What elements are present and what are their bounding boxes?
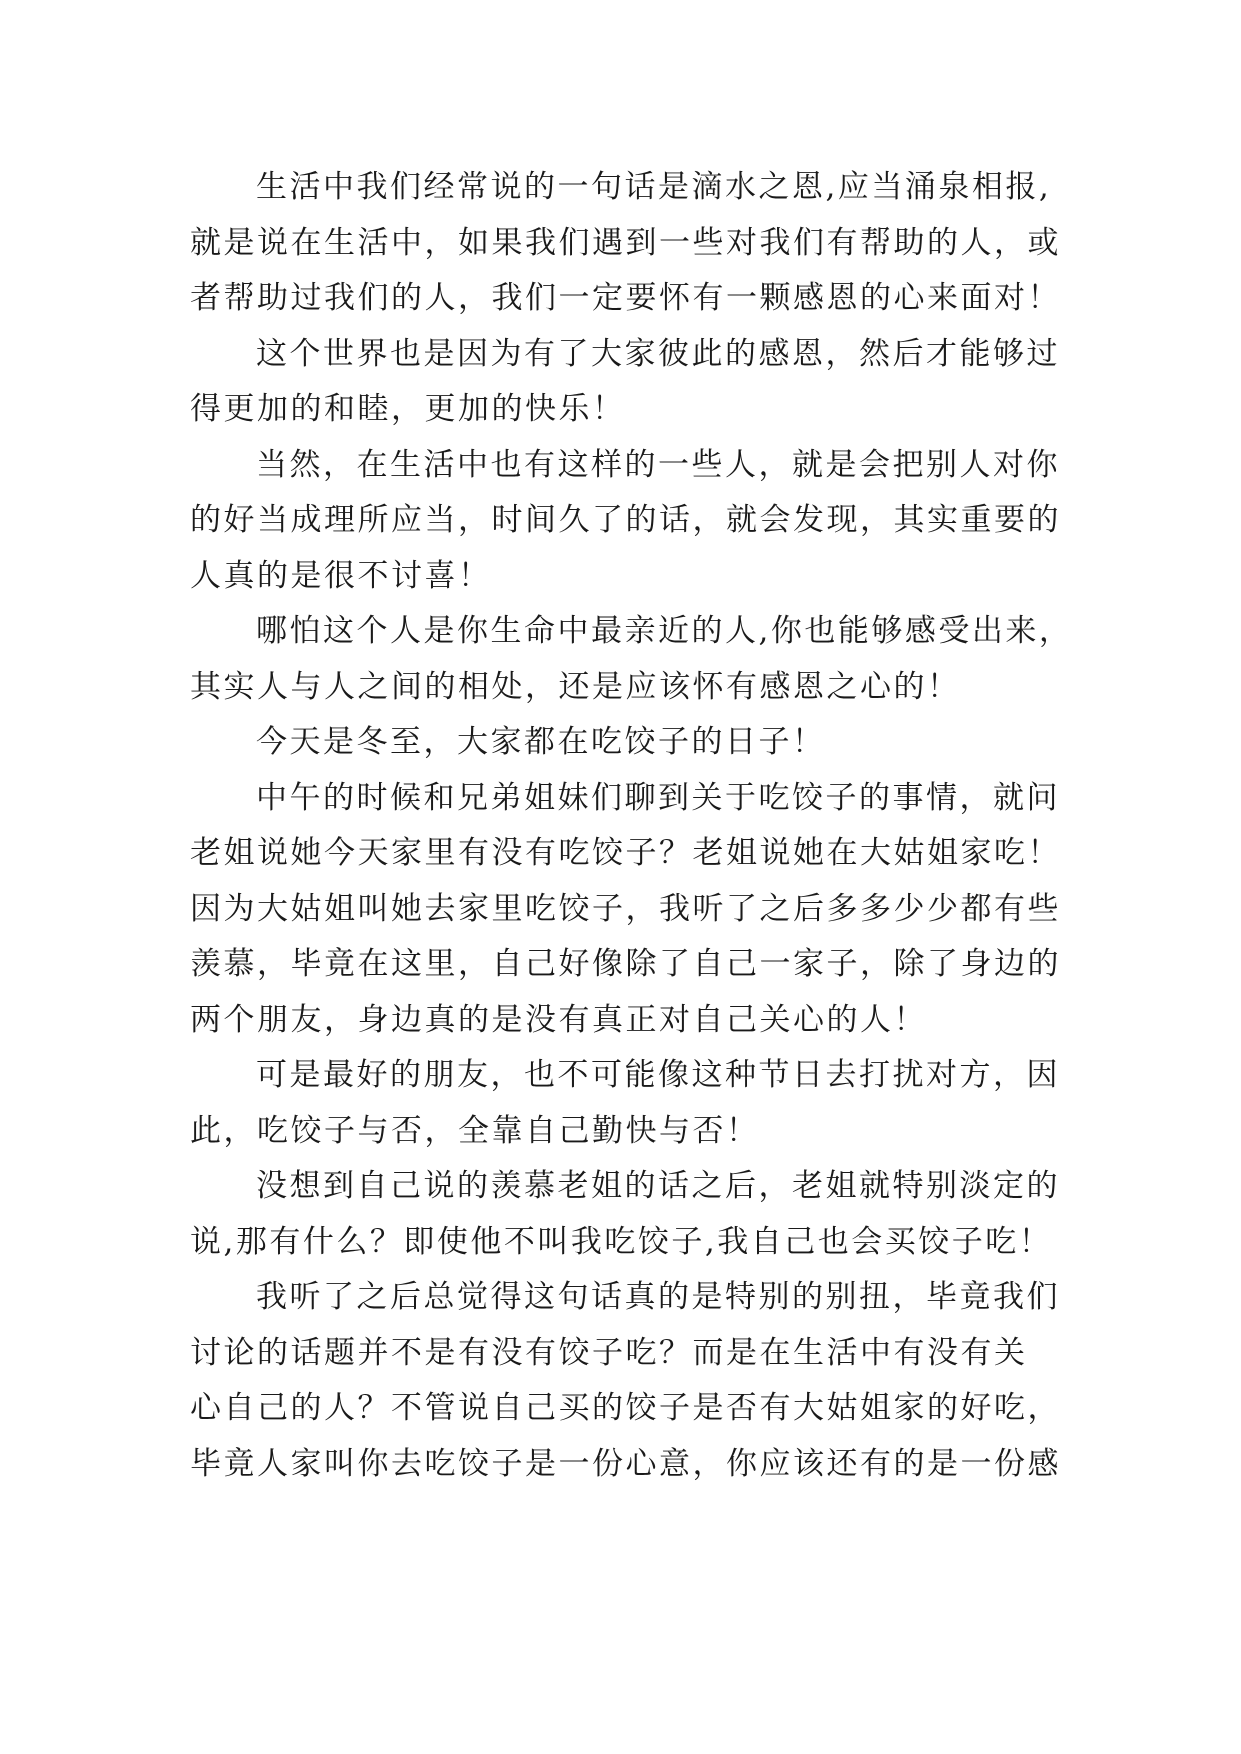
- text-line: 得更加的和睦，更加的快乐！: [190, 391, 626, 427]
- text-line: 其实人与人之间的相处，还是应该怀有感恩之心的！: [190, 668, 961, 705]
- text-line: 老姐说她今天家里有没有吃饺子？老姐说她在大姑姐家吃！: [190, 835, 1061, 871]
- text-line: 这个世界也是因为有了大家彼此的感恩，然后才能够过: [256, 335, 1060, 372]
- document-body: [190, 160, 1080, 1492]
- text-line: 哪怕这个人是你生命中最亲近的人,你也能够感受出来，: [256, 613, 1073, 649]
- text-line: 中午的时候和兄弟姐妹们聊到关于吃饺子的事情，就问: [256, 779, 1060, 816]
- text-line: 人真的是很不讨喜！: [190, 557, 492, 594]
- text-line: 生活中我们经常说的一句话是滴水之恩,应当涌泉相报,: [256, 169, 1052, 205]
- text-line: 者帮助过我们的人，我们一定要怀有一颗感恩的心来面对！: [190, 280, 1061, 316]
- text-line: 当然，在生活中也有这样的一些人，就是会把别人对你: [256, 446, 1060, 483]
- text-line: 的好当成理所应当，时间久了的话，就会发现，其实重要的: [190, 502, 1061, 538]
- text-line: 两个朋友，身边真的是没有真正对自己关心的人！: [190, 1001, 927, 1038]
- text-line: 羡慕，毕竟在这里，自己好像除了自己一家子，除了身边的: [190, 946, 1061, 982]
- text-line: 没想到自己说的羡慕老姐的话之后，老姐就特别淡定的: [256, 1168, 1060, 1204]
- text-line: 心自己的人？不管说自己买的饺子是否有大姑姐家的好吃，: [190, 1390, 1061, 1426]
- text-line: 讨论的话题并不是有没有饺子吃？而是在生活中有没有关: [190, 1334, 1028, 1371]
- text-line: 今天是冬至，大家都在吃饺子的日子！: [256, 724, 826, 760]
- text-line: 我听了之后总觉得这句话真的是特别的别扭，毕竟我们: [256, 1279, 1060, 1315]
- text-line: 可是最好的朋友，也不可能像这种节日去打扰对方，因: [256, 1057, 1060, 1093]
- text-line: 因为大姑姐叫她去家里吃饺子，我听了之后多多少少都有些: [190, 890, 1061, 927]
- text-line: 说,那有什么？即使他不叫我吃饺子,我自己也会买饺子吃！: [190, 1223, 1053, 1260]
- text-line: 毕竟人家叫你去吃饺子是一份心意，你应该还有的是一份感: [190, 1445, 1061, 1482]
- text-line: 就是说在生活中，如果我们遇到一些对我们有帮助的人，或: [190, 224, 1061, 261]
- text-line: 此，吃饺子与否，全靠自己勤快与否！: [190, 1112, 760, 1149]
